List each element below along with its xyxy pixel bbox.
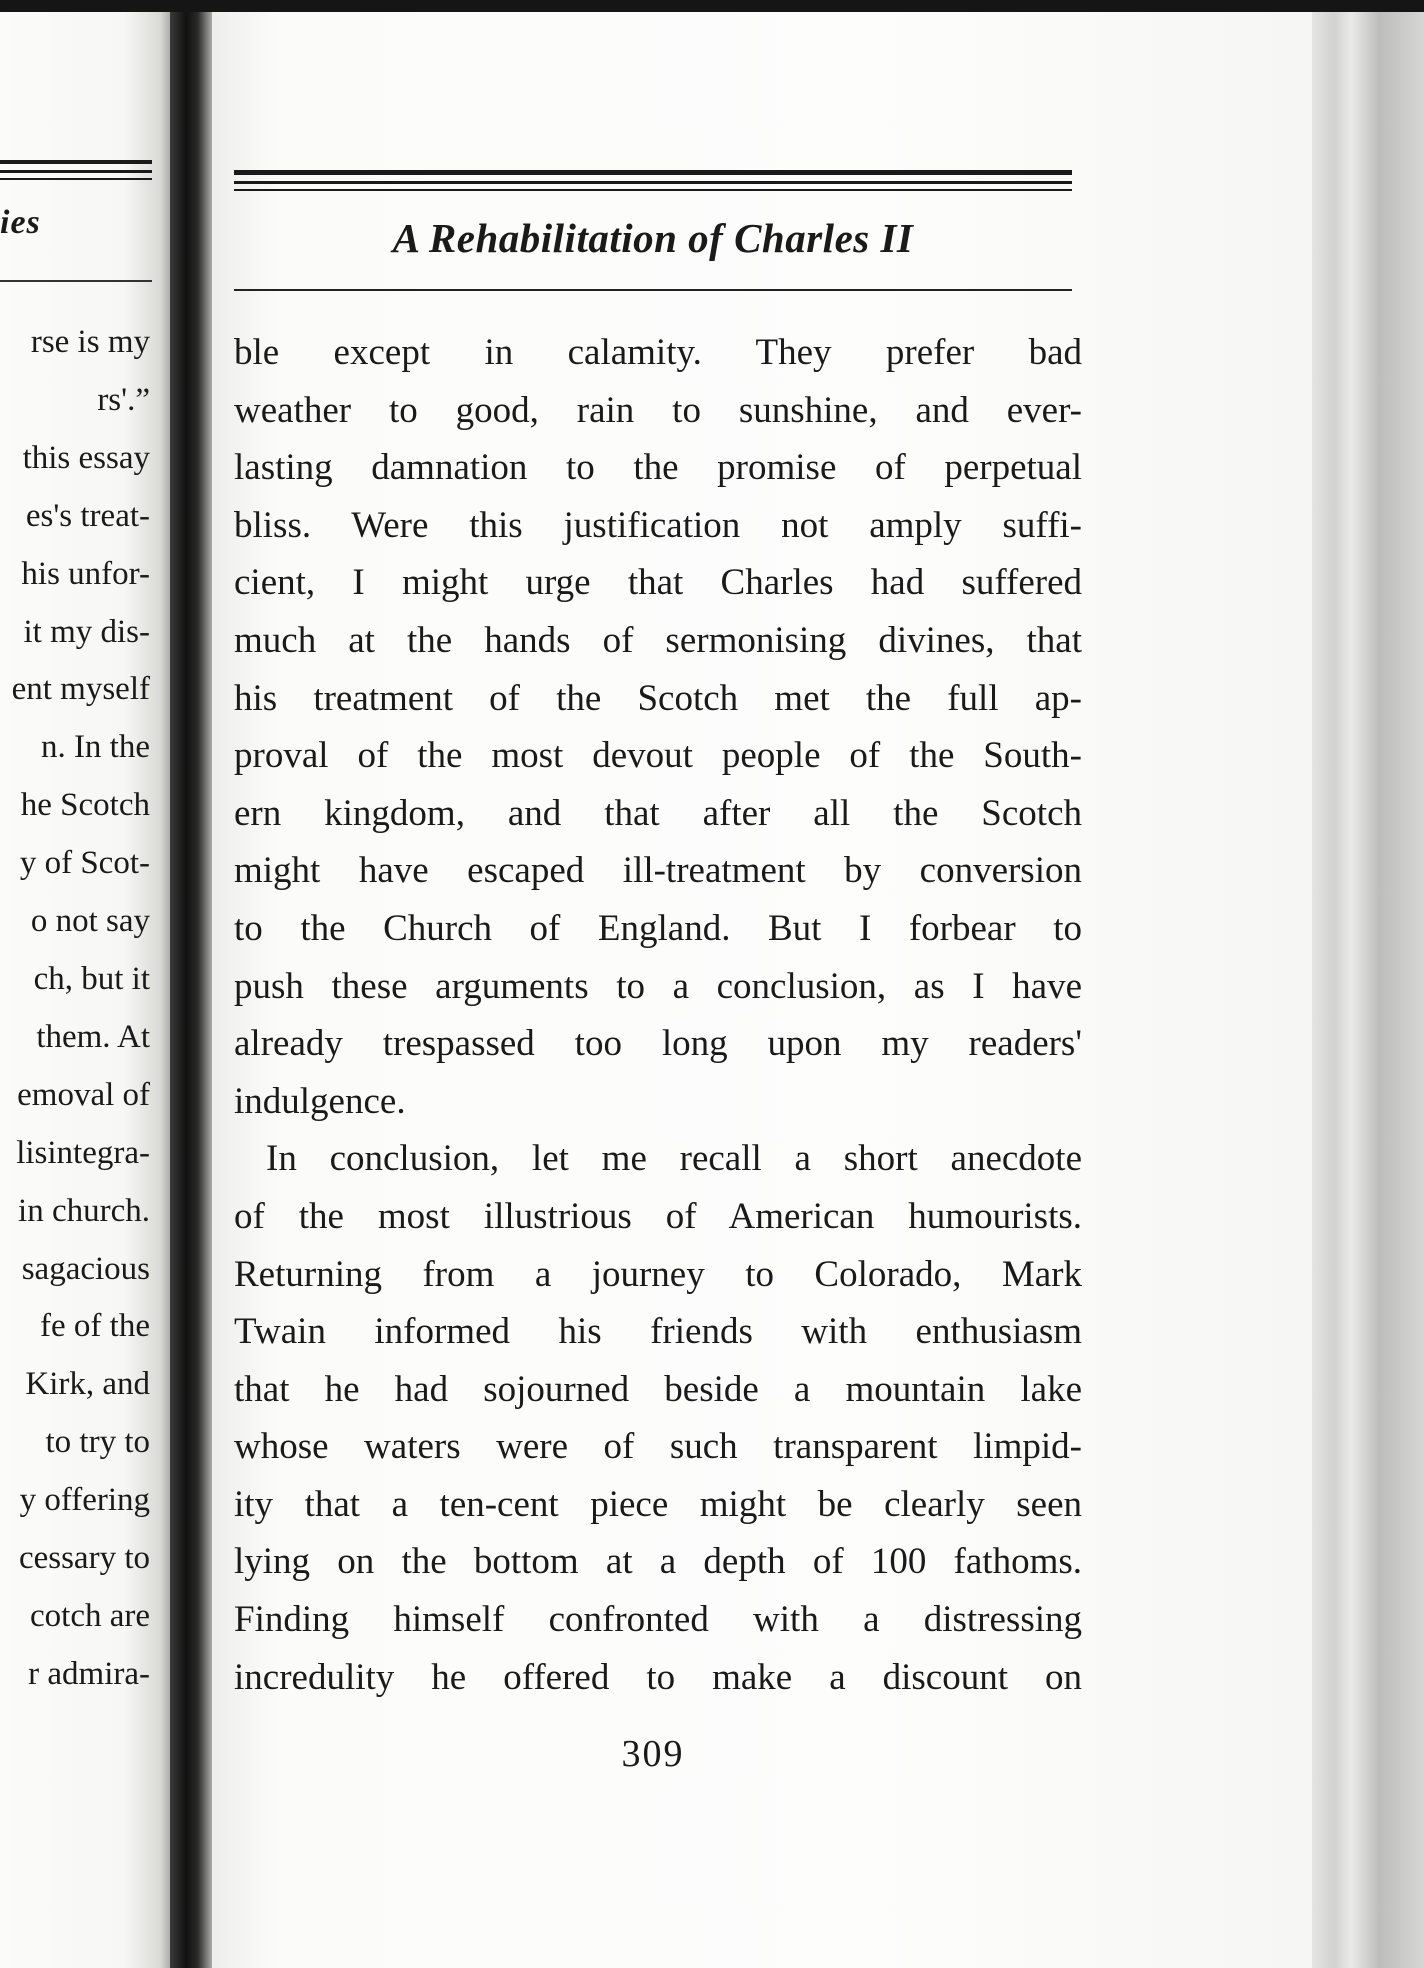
left-text-line: emoval of: [17, 1076, 150, 1113]
left-text-line: his unfor-: [21, 555, 150, 592]
left-text-line: in church.: [18, 1192, 150, 1229]
left-text-line: ch, but it: [33, 960, 150, 997]
left-text-line: o not say: [30, 903, 150, 940]
text-line: Twain informed his friends with enthusiasm: [234, 1311, 1082, 1353]
text-line: ity that a ten-cent piece might be clearly seen: [234, 1483, 1082, 1525]
left-text-line: es's treat-: [25, 497, 150, 534]
text-line: Returning from a journey to Colorado, Mark: [234, 1253, 1082, 1295]
left-text-line: this essay: [22, 439, 150, 476]
header-rule-thin: [234, 189, 1072, 191]
text-line: Finding himself confronted with a distressing: [234, 1599, 1082, 1641]
text-line: cient, I might urge that Charles had suffered: [234, 562, 1082, 604]
left-text-line: he Scotch: [20, 787, 150, 824]
text-line: his treatment of the Scotch met the full ap-: [234, 677, 1082, 719]
text-line: much at the hands of sermonising divines, that: [234, 619, 1082, 661]
body-text: [234, 324, 1082, 1706]
left-text-line: n. In the: [40, 729, 150, 766]
text-line: that he had sojourned beside a mountain lake: [234, 1368, 1082, 1410]
text-line: might have escaped ill-treatment by conversion: [234, 850, 1082, 892]
left-text-line: cotch are: [30, 1597, 150, 1634]
left-text-line: r admira-: [28, 1655, 150, 1692]
header-rule-thick: [234, 170, 1072, 175]
page-number: 309: [621, 1733, 685, 1775]
left-running-head: ies: [0, 204, 41, 241]
left-header-rule-thin: [0, 178, 152, 180]
text-line: ern kingdom, and that after all the Scotch: [234, 792, 1082, 834]
text-line: lasting damnation to the promise of perpetual: [234, 447, 1082, 489]
left-text-line: it my dis-: [23, 613, 150, 650]
left-head-rule: [0, 280, 152, 282]
left-text-line: lisintegra-: [16, 1134, 150, 1171]
text-line: bliss. Were this justification not amply suffi-: [234, 504, 1082, 546]
left-text-line: fe of the: [40, 1308, 150, 1345]
book-page-right: [212, 12, 1312, 1968]
running-head-rule: [234, 289, 1072, 291]
text-line: already trespassed too long upon my readers': [234, 1023, 1082, 1065]
text-line: proval of the most devout people of the South-: [234, 735, 1082, 777]
left-text-line: Kirk, and: [25, 1366, 150, 1403]
text-line: push these arguments to a conclusion, as I have: [234, 965, 1082, 1007]
text-line: In conclusion, let me recall a short anecdote: [266, 1138, 1082, 1180]
book-gutter: [170, 12, 216, 1968]
text-line: whose waters were of such transparent limpid-: [234, 1426, 1082, 1468]
left-page-text: [12, 314, 150, 1704]
text-line: weather to good, rain to sunshine, and ever-: [234, 389, 1082, 431]
text-line: indulgence.: [234, 1080, 406, 1122]
text-line: incredulity he offered to make a discount on: [234, 1656, 1082, 1698]
left-text-line: cessary to: [18, 1540, 150, 1577]
left-text-line: ent myself: [11, 671, 150, 708]
left-header-rule-mid: [0, 170, 152, 173]
left-text-line: y offering: [19, 1482, 150, 1519]
text-line: ble except in calamity. They prefer bad: [234, 332, 1082, 373]
left-header-rule-thick: [0, 160, 152, 164]
facing-page-left: [0, 12, 178, 1968]
left-text-line: them. At: [36, 1018, 150, 1055]
scan-frame-top: [0, 0, 1424, 12]
text-line: of the most illustrious of American humourists.: [234, 1195, 1082, 1237]
header-rule-mid: [234, 181, 1072, 184]
left-text-line: y of Scot-: [19, 845, 150, 882]
text-line: lying on the bottom at a depth of 100 fathoms.: [234, 1541, 1082, 1583]
running-head: A Rehabilitation of Charles II: [392, 215, 914, 261]
text-line: to the Church of England. But I forbear to: [234, 907, 1082, 949]
left-text-line: rs'.”: [97, 381, 150, 418]
left-text-line: sagacious: [21, 1250, 150, 1287]
left-text-line: to try to: [45, 1424, 150, 1461]
left-text-line: rse is my: [30, 324, 150, 360]
page-stack-edge: [1312, 12, 1424, 1968]
